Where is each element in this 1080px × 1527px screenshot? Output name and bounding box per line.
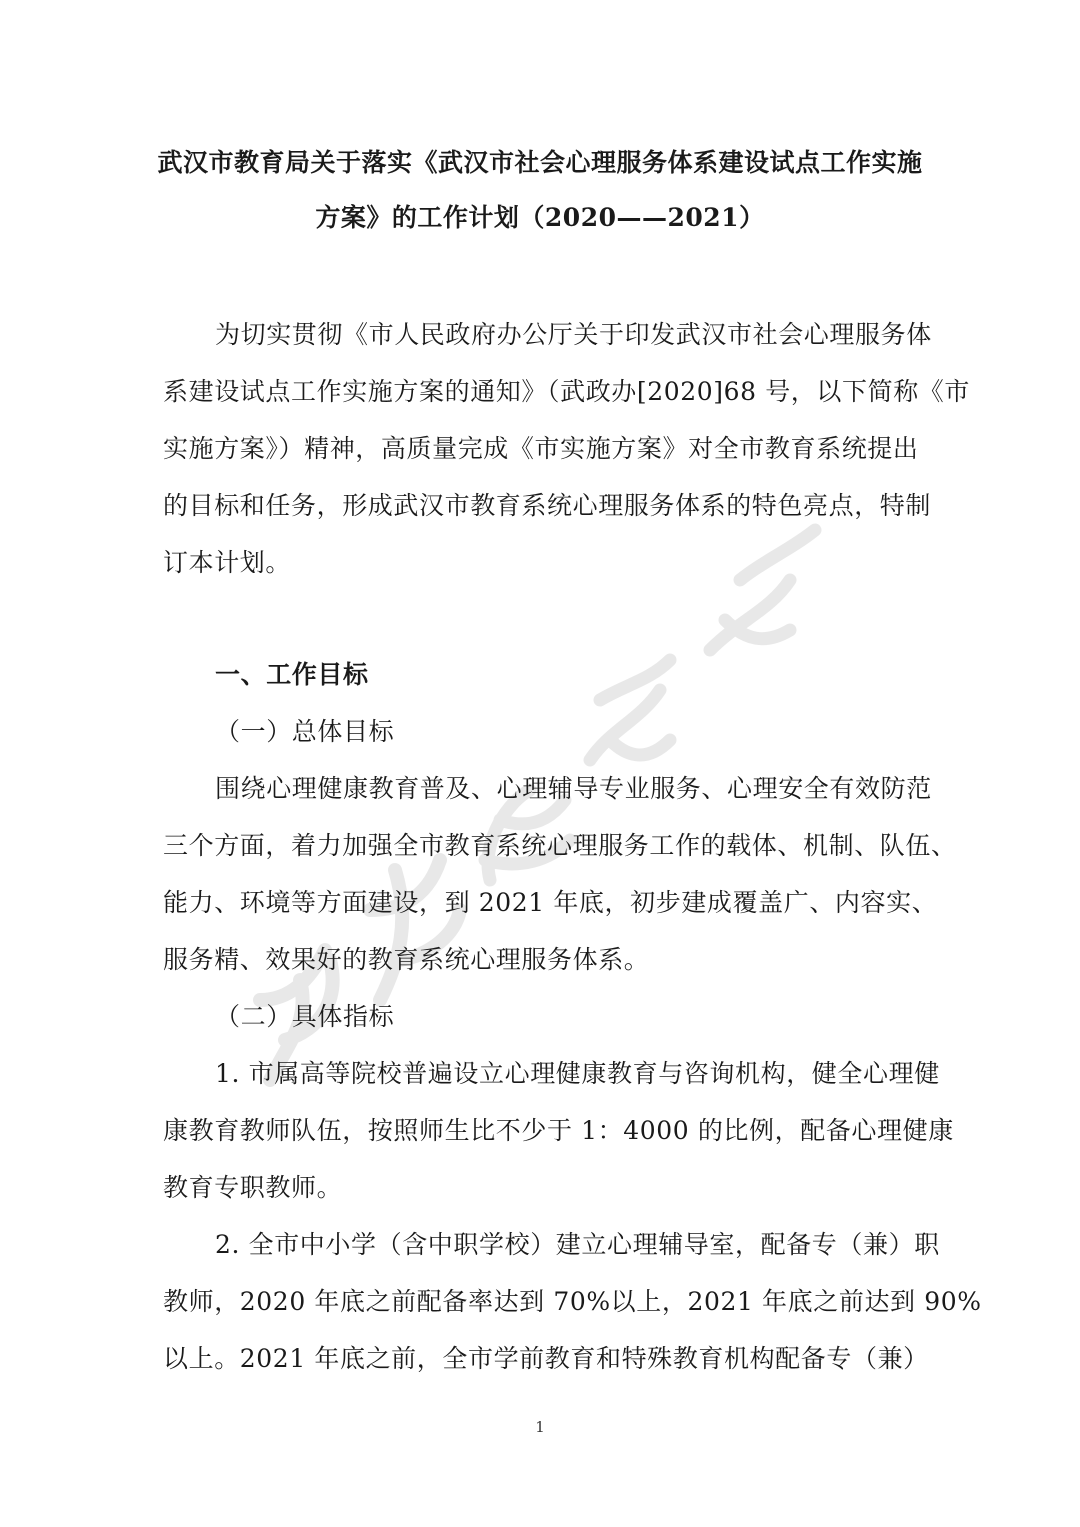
list-item-line: 2. 全市中小学（含中职学校）建立心理辅导室，配备专（兼）职 <box>215 1230 940 1259</box>
page-number: 1 <box>535 1418 545 1436</box>
subsection-heading-specific-indicators: （二）具体指标 <box>215 1002 395 1031</box>
section-heading-work-goals: 一、工作目标 <box>215 660 369 689</box>
body-line: 三个方面，着力加强全市教育系统心理服务工作的载体、机制、队伍、 <box>163 831 957 860</box>
body-line: 服务精、效果好的教育系统心理服务体系。 <box>163 945 650 974</box>
document-title-line1: 武汉市教育局关于落实《武汉市社会心理服务体系建设试点工作实施 <box>157 148 923 177</box>
list-item-line: 康教育教师队伍，按照师生比不少于 1：4000 的比例，配备心理健康 <box>163 1116 954 1145</box>
body-line: 围绕心理健康教育普及、心理辅导专业服务、心理安全有效防范 <box>215 774 932 803</box>
intro-line: 为切实贯彻《市人民政府办公厅关于印发武汉市社会心理服务体 <box>215 320 932 349</box>
document-title-line2: 方案》的工作计划（2020——2021） <box>315 203 765 232</box>
subsection-heading-overall-goal: （一）总体目标 <box>215 717 395 746</box>
intro-line: 订本计划。 <box>163 548 292 577</box>
list-item-line: 1. 市属高等院校普遍设立心理健康教育与咨询机构，健全心理健 <box>215 1059 940 1088</box>
body-line: 能力、环境等方面建设，到 2021 年底，初步建成覆盖广、内容实、 <box>163 888 938 917</box>
intro-line: 的目标和任务，形成武汉市教育系统心理服务体系的特色亮点，特制 <box>163 491 932 520</box>
list-item-line: 教育专职教师。 <box>163 1173 343 1202</box>
list-item-line: 教师，2020 年底之前配备率达到 70%以上，2021 年底之前达到 90% <box>163 1287 982 1316</box>
list-item-line: 以上。2021 年底之前，全市学前教育和特殊教育机构配备专（兼） <box>163 1344 929 1373</box>
intro-line: 实施方案》）精神，高质量完成《市实施方案》对全市教育系统提出 <box>163 434 919 463</box>
intro-line: 系建设试点工作实施方案的通知》（武政办[2020]68 号，以下简称《市 <box>163 377 970 406</box>
